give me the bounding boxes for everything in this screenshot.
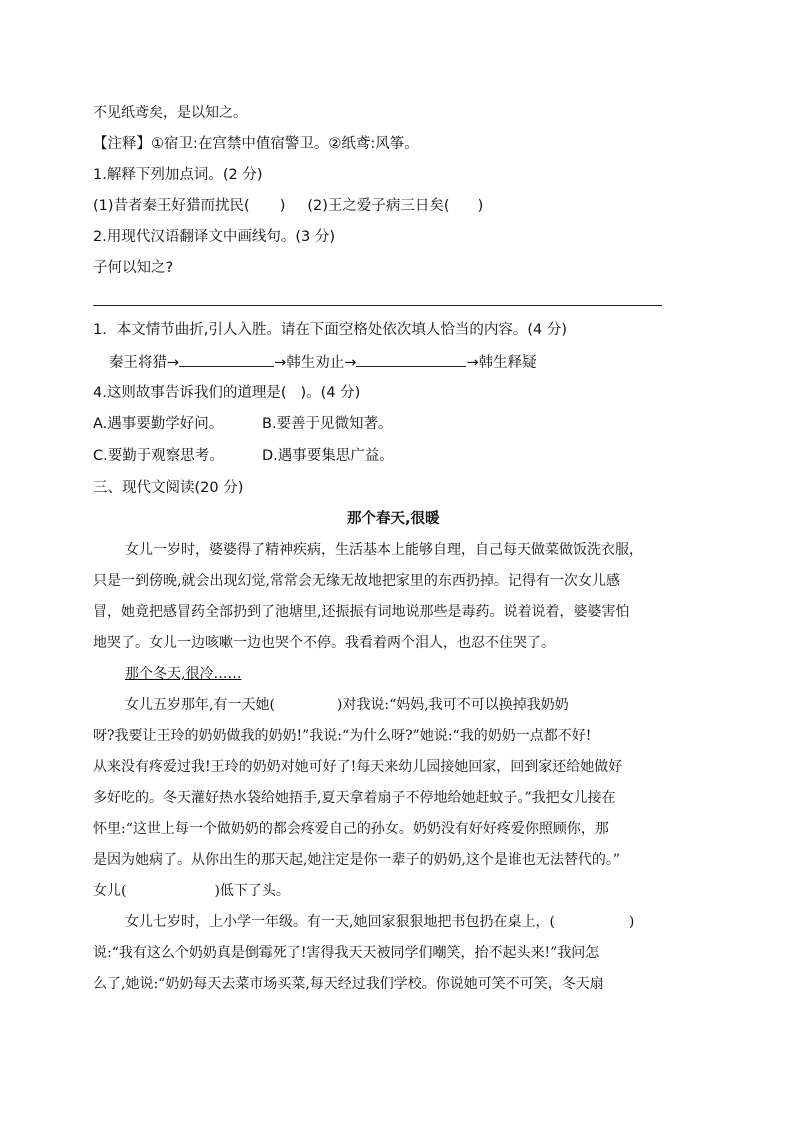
question-2: 2.用现代汉语翻译文中画线句。(3 分) [93,229,335,245]
question-4-close: )。(4 分) [300,385,361,401]
paragraph-3-line-6: 是因为她病了。从你出生的那天起,她注定是你一辈子的奶奶,这个是谁也无法替代的。” [93,852,621,868]
paragraph-3-line-3: 从来没有疼爱过我!王玲的奶奶对她可好了!每天来幼儿园接她回家，回到家还给她做好 [93,759,623,775]
option-c: C.要勤于观察思考。 [93,448,224,464]
paragraph-4-line-1 [125,912,634,932]
paragraph-1-line-1: 女儿一岁时，婆婆得了精神疾病，生活基本上能够自理，自己每天做菜做饭洗衣服， [125,542,643,558]
p3-line-7-end: )低下了头。 [214,883,290,899]
paragraph-1-line-2: 只是一到傍晚,就会出现幻觉,常常会无缘无故地把家里的东西扔掉。记得有一次女儿感 [93,573,620,589]
p3-line-7-start: 女儿( [93,883,127,899]
p3-line-1-start: 女儿五岁那年,有一天她( [125,697,275,713]
paragraph-4-line-2: 说:“我有这么个奶奶真是倒霉死了!害得我天天被同学们嘲笑，抬不起头来!”我问怎 [93,945,600,961]
paragraph-4-line-3: 么了,她说:“奶奶每天去菜市场买菜,每天经过我们学校。你说她可笑不可笑，冬天扇 [93,976,604,992]
question-4-text: 4.这则故事告诉我们的道理是( [93,385,287,401]
question-3: 1．本文情节曲折,引人入胜。请在下面空格处依次填人恰当的内容。(4 分) [93,322,567,338]
section-heading: 三、现代文阅读(20 分) [93,480,244,496]
option-d: D.遇事要集思广益。 [262,448,394,464]
question-4 [93,383,360,403]
sequence-step-2: →韩生劝止→ [274,355,357,371]
paragraph-1-line-4: 地哭了。女儿一边咳嗽一边也哭个不停。我看着两个泪人，也忍不住哭了。 [93,635,555,651]
p4-line-1-start: 女儿七岁时，上小学一年级。有一天,她回家狠狠地把书包扔在桌上，( [125,914,555,930]
q1-item-a-close: ) [279,198,286,214]
sequence-step-1: 秦王将猎→ [109,355,180,371]
paragraph-3-line-5: 怀里:“这世上每一个做奶奶的都会疼爱自己的孙女。奶奶没有好好疼爱你照顾你，那 [93,821,609,837]
fill-blank-2[interactable] [356,351,466,367]
paragraph-2-underlined: 那个冬天,很冷…… [125,666,242,682]
question-2-sentence: 子何以知之? [93,260,174,276]
paragraph-3-line-2: 呀?我要让王玲的奶奶做我的奶奶!”我说:“为什么呀?”她说:“我的奶奶一点都不好! [93,728,592,744]
sequence-step-3: →韩生释疑 [466,355,537,371]
q1-item-b-close: ) [477,198,484,214]
option-a: A.遇事要勤学好问。 [93,416,224,432]
question-3-sequence [109,351,537,373]
option-b: B.要善于见微知著。 [262,416,393,432]
q1-item-b: (2)王之爱子病三日矣( [307,198,450,214]
passage-title: 那个春天,很暖 [347,511,440,527]
p4-line-1-end: ) [628,914,635,930]
annotation-note: 【注释】①宿卫:在宫禁中值宿警卫。②纸鸢:风筝。 [93,136,419,152]
answer-line[interactable] [93,305,662,306]
paragraph-3-line-7 [93,881,290,901]
paragraph-1-line-3: 冒，她竟把感冒药全部扔到了池塘里,还振振有词地说那些是毒药。说着说着，婆婆害怕 [93,604,630,620]
passage-last-line: 不见纸鸢矣，是以知之。 [93,105,247,121]
question-1-items [93,196,483,216]
question-1: 1.解释下列加点词。(2 分) [93,167,263,183]
paragraph-3-line-4: 多好吃的。冬天灌好热水袋给她捂手,夏天拿着扇子不停地给她赶蚊子。”我把女儿接在 [93,790,616,806]
q1-item-a: (1)昔者秦王好猎而扰民( [93,198,250,214]
fill-blank-1[interactable] [179,351,274,367]
paragraph-3-line-1 [125,695,569,715]
p3-line-1-end: )对我说:“妈妈,我可不可以换掉我奶奶 [336,697,569,713]
